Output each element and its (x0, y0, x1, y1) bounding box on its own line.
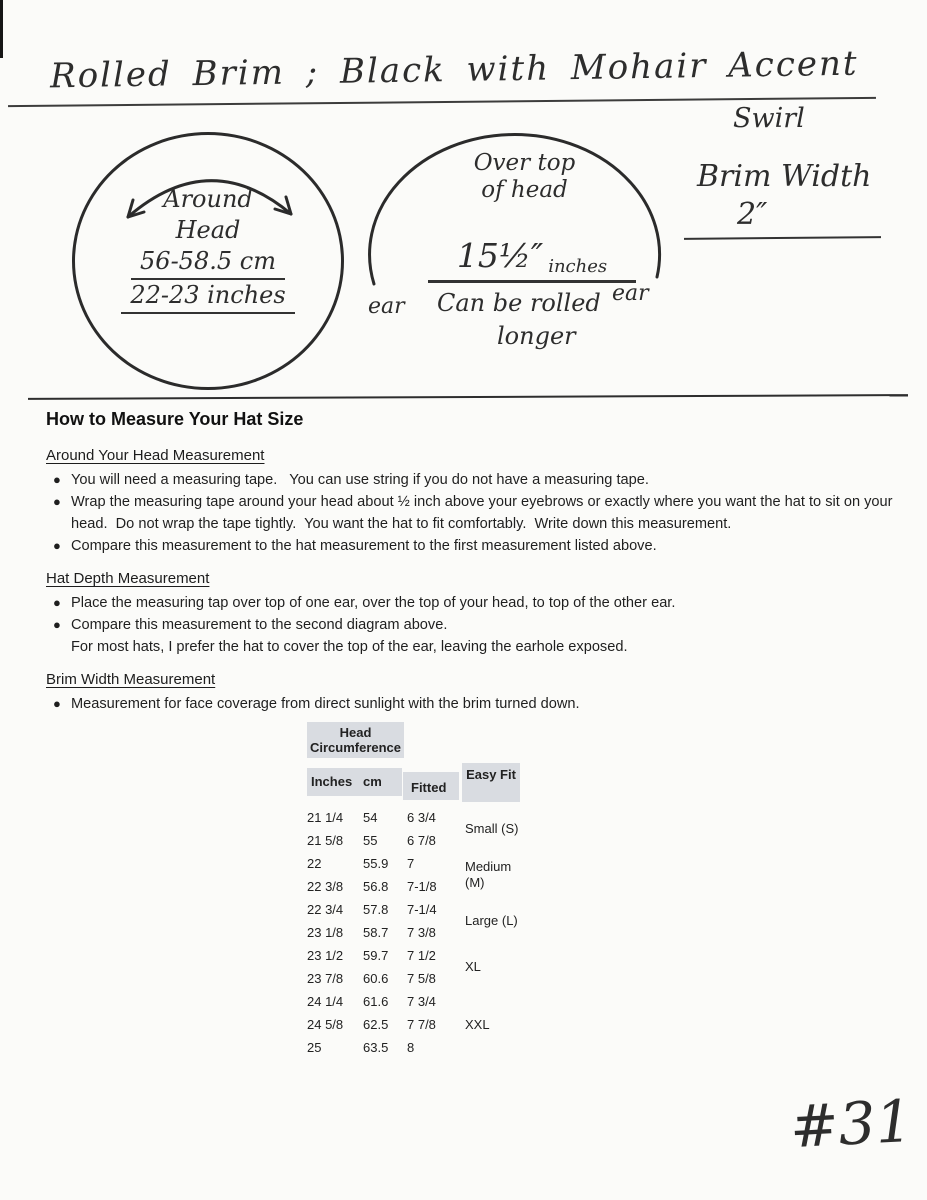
section-title-brim-width: Brim Width Measurement (46, 671, 216, 688)
handwritten-title: Rolled Brim ; Black with Mohair Accent (49, 43, 859, 97)
bullet-item: ● Measurement for face coverage from direct sunlight with the brim turned down. (46, 693, 898, 715)
ear-label-right: ear (612, 281, 649, 306)
table-row: 23 1/2 59.7 7 1/2 XL (307, 944, 520, 967)
bullet-item: ● You will need a measuring tape. You can use string if you do not have a measuring tape. (46, 469, 898, 491)
column-header-inches: Inches (311, 774, 353, 789)
table-column-headers (307, 763, 523, 803)
brim-width-value: 2″ (737, 197, 768, 232)
over-top-measurement (428, 236, 636, 283)
around-head-line: Around (163, 185, 253, 213)
around-head-line: Head (175, 216, 241, 244)
around-head-text (88, 184, 328, 314)
size-label: XL (465, 959, 481, 974)
table-row: 23 7/8 60.6 7 5/8 (307, 971, 436, 986)
brim-width-underline (684, 236, 881, 240)
column-header-easy-fit: Easy Fit (462, 763, 520, 802)
table-row: 24 1/4 61.6 7 3/4 (307, 994, 436, 1009)
over-top-value: 15½″ (456, 236, 544, 275)
size-label: Large (L) (465, 913, 518, 928)
roll-note-line1: Can be rolled (437, 289, 601, 317)
section-separator-line (28, 394, 908, 400)
table-row: 21 5/8 55 6 7/8 (307, 833, 436, 848)
table-row: 21 1/4 54 6 3/4 Small (S) (307, 806, 520, 829)
over-top-text: Over top of head (473, 150, 576, 203)
bullet-icon: ● (53, 696, 61, 711)
section-title-around-head: Around Your Head Measurement (46, 447, 265, 464)
size-label: Small (S) (465, 821, 519, 836)
around-head-cm-value: 56-58.5 cm (131, 246, 285, 280)
table-group-header: Head Circumference (307, 722, 404, 758)
roll-note-line2: longer (497, 322, 576, 350)
column-header-fitted: Fitted (411, 780, 447, 795)
scan-edge-artifact (0, 0, 3, 58)
bullet-item: ● Compare this measurement to the second diagram above. (46, 614, 898, 636)
section-title-hat-depth: Hat Depth Measurement (46, 570, 210, 587)
bullet-item: ● Wrap the measuring tape around your head about ½ inch above your eyebrows or exactly where you want the hat to sit on your head. Do not wrap the tape tightly. You want the hat to fit comfortably. Write down this measurement. (46, 491, 898, 535)
brim-width-label: Brim Width (697, 159, 872, 194)
ear-label-left: ear (368, 294, 405, 319)
bullet-item: ● Compare this measurement to the hat measurement to the first measurement listed above. (46, 535, 898, 557)
size-table-body (307, 806, 520, 1059)
table-row: 24 5/8 62.5 7 7/8 XXL (307, 1013, 520, 1036)
size-label: XXL (465, 1016, 490, 1032)
handwritten-subtitle: Swirl (733, 103, 805, 134)
bullet-icon: ● (53, 472, 61, 487)
table-row: 22 3/4 57.8 7-1/4 Large (L) (307, 898, 520, 921)
page-title: How to Measure Your Hat Size (46, 409, 304, 429)
column-header-cm: cm (363, 774, 382, 789)
bullet-icon: ● (53, 617, 61, 632)
hat-size-table (307, 722, 523, 1059)
size-label: Medium (M) (465, 859, 512, 890)
table-row: 22 3/8 56.8 7-1/8 (307, 879, 437, 894)
table-row: 25 63.5 8 (307, 1040, 415, 1055)
bullet-icon: ● (53, 595, 61, 610)
bullet-icon: ● (53, 538, 61, 553)
table-row: 23 1/8 58.7 7 3/8 (307, 925, 436, 940)
order-number: #31 (788, 1086, 915, 1162)
over-top-unit: inches (548, 256, 608, 277)
hat-depth-note: For most hats, I prefer the hat to cover the top of the ear, leaving the earhole exposed. (71, 639, 628, 655)
bullet-item: ● Place the measuring tap over top of one ear, over the top of your head, to top of the other ear. (46, 592, 898, 614)
around-head-inches-value: 22-23 inches (121, 280, 294, 314)
bullet-icon: ● (53, 494, 61, 509)
table-row: 22 55.9 7 Medium (M) (307, 852, 520, 875)
instructions-section (46, 408, 898, 715)
